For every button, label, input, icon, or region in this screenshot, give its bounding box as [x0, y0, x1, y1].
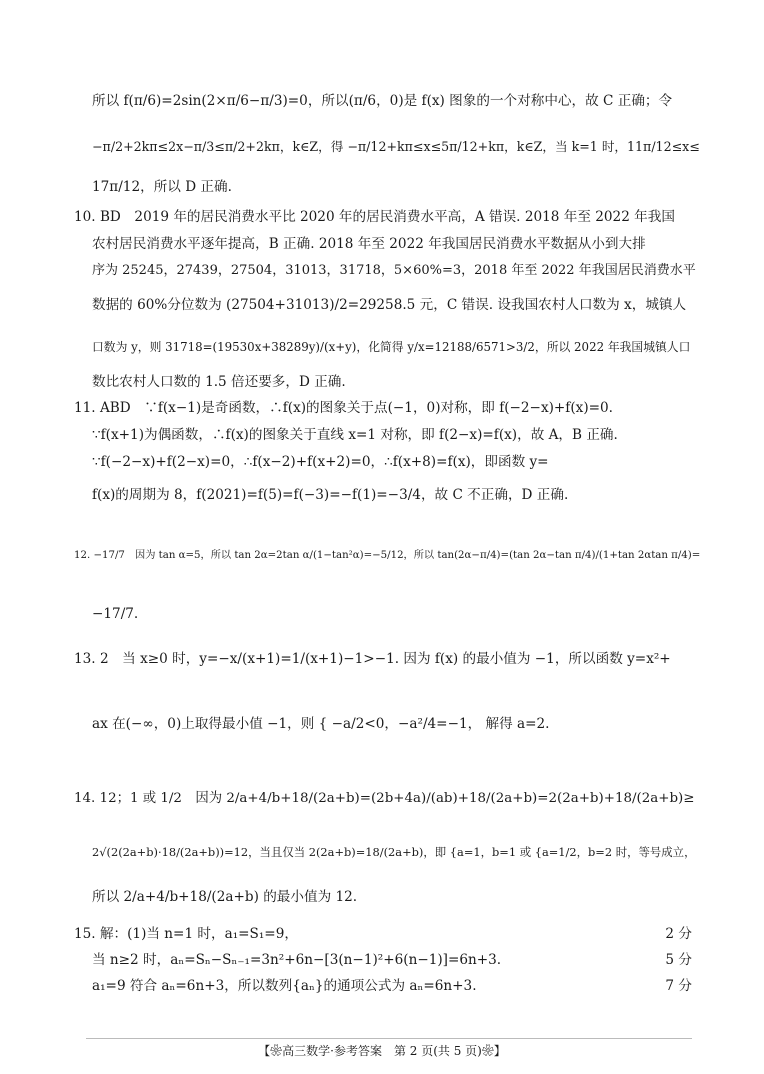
line-text: 所以 f(π/6)=2sin(2×π/6−π/3)=0，所以(π/6，0)是 f(x) 图象的一个对称中心，故 C 正确；令 [92, 93, 673, 109]
line-text: ∵f(x+1)为偶函数，∴f(x)的图象关于直线 x=1 对称，即 f(2−x)=f(x)，故 A，B 正确. [92, 427, 618, 443]
line-text: 14. 12；1 或 1/2 因为 2/a+4/b+18/(2a+b)=(2b+4a)/(ab)+18/(2a+b)=2(2a+b)+18/(2a+b)≥ [74, 791, 695, 806]
line-text: 11. ABD ∵f(x−1)是奇函数，∴f(x)的图象关于点(−1，0)对称，即 f(−2−x)+f(x)=0. [74, 400, 613, 416]
line-text: 所以 2/a+4/b+18/(2a+b) 的最小值为 12. [92, 889, 358, 905]
line-text: 2√(2(2a+b)·18/(2a+b))=12，当且仅当 2(2a+b)=18/(2a+b)，即 {a=1，b=1 或 {a=1/2，b=2 时，等号成立， [92, 845, 696, 859]
score-label: 5 分 [665, 952, 692, 968]
page-footer: 【❀高三数学·参考答案 第 2 页(共 5 页)❀】 [258, 1044, 506, 1058]
score-label: 2 分 [665, 926, 692, 942]
line-text: f(x)的周期为 8，f(2021)=f(5)=f(−3)=−f(1)=−3/4，故 C 不正确，D 正确. [92, 487, 569, 503]
line-text: ∵f(−2−x)+f(2−x)=0，∴f(x−2)+f(x+2)=0，∴f(x+8)=f(x)，即函数 y= [92, 454, 549, 470]
line-text: 农村居民消费水平逐年提高，B 正确. 2018 年至 2022 年我国居民消费水平数据从小到大排 [92, 236, 646, 252]
line-text: 当 n≥2 时，aₙ=Sₙ−Sₙ₋₁=3n²+6n−[3(n−1)²+6(n−1)]=6n+3. [92, 952, 502, 968]
line-text: 数比农村人口数的 1.5 倍还要多，D 正确. [92, 374, 346, 390]
line-text: −17/7. [92, 606, 139, 622]
line-text: −π/2+2kπ≤2x−π/3≤π/2+2kπ，k∈Z，得 −π/12+kπ≤x≤5π/12+kπ，k∈Z，当 k=1 时，11π/12≤x≤ [92, 139, 700, 154]
footer-divider [86, 1038, 692, 1039]
line-text: 序为 25245，27439，27504，31013，31718，5×60%=3，2018 年至 2022 年我国居民消费水平 [92, 263, 696, 278]
line-text: 15. 解：(1)当 n=1 时，a₁=S₁=9， [74, 926, 298, 942]
line-text: ax 在(−∞，0)上取得最小值 −1，则 { −a/2<0，−a²/4=−1， 解得 a=2. [92, 716, 550, 732]
line-text: 13. 2 当 x≥0 时，y=−x/(x+1)=1/(x+1)−1>−1. 因为 f(x) 的最小值为 −1，所以函数 y=x²+ [74, 651, 671, 667]
line-text: 10. BD 2019 年的居民消费水平比 2020 年的居民消费水平高，A 错误. 2018 年至 2022 年我国 [74, 209, 675, 225]
line-text: 12. −17/7 因为 tan α=5，所以 tan 2α=2tan α/(1−tan²α)=−5/12，所以 tan(2α−π/4)=(tan 2α−tan π/4)/(1+tan 2αtan π/4)= [74, 550, 701, 561]
line-text: 数据的 60%分位数为 (27504+31013)/2=29258.5 元，C 错误. 设我国农村人口数为 x，城镇人 [92, 297, 687, 313]
score-label: 7 分 [665, 978, 692, 994]
line-text: 17π/12，所以 D 正确. [92, 179, 232, 195]
line-text: 口数为 y，则 31718=(19530x+38289y)/(x+y)，化简得 y/x=12188/6571>3/2，所以 2022 年我国城镇人口 [92, 340, 691, 354]
line-text: a₁=9 符合 aₙ=6n+3，所以数列{aₙ}的通项公式为 aₙ=6n+3. [92, 978, 477, 994]
